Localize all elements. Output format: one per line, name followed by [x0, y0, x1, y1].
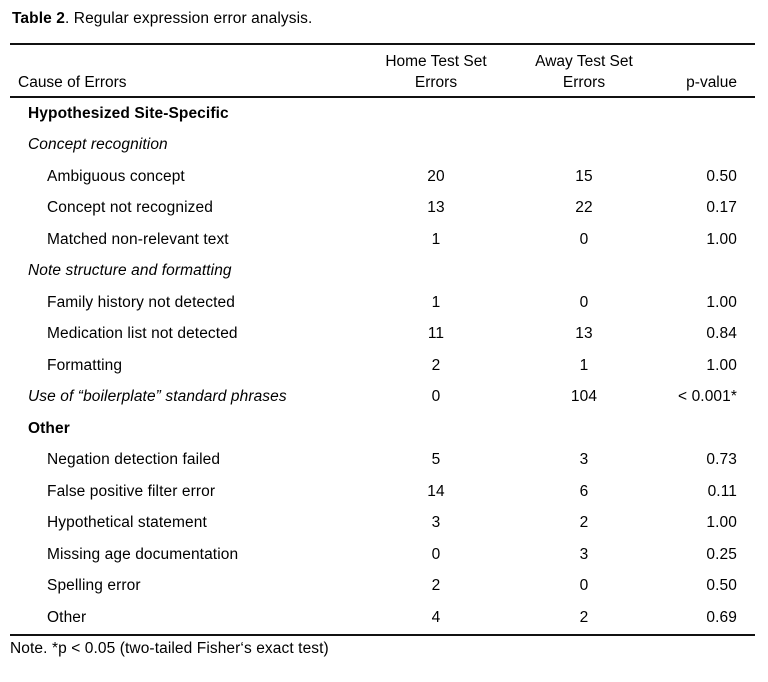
- row-cause-label: Medication list not detected: [47, 325, 238, 343]
- row-p-value: 1.00: [706, 230, 737, 248]
- table-body: [10, 98, 755, 634]
- row-cause-label: Formatting: [47, 356, 123, 374]
- table-row: [10, 287, 755, 319]
- row-p-value: 0.25: [706, 545, 737, 563]
- row-away-errors-value: 3: [579, 451, 589, 469]
- row-cause-label: Other: [47, 608, 87, 626]
- row-home-errors-value: 0: [431, 388, 441, 406]
- row-cause-label: Family history not detected: [47, 293, 235, 311]
- row-p-value: 1.00: [706, 293, 737, 311]
- table-row: [10, 508, 755, 540]
- table-caption: [12, 10, 768, 28]
- row-cause-label: Missing age documentation: [47, 545, 239, 563]
- table-row: [10, 130, 755, 162]
- row-cause-label: Ambiguous concept: [47, 167, 185, 185]
- row-home-errors-value: 4: [431, 608, 441, 626]
- row-cause-label: Hypothetical statement: [47, 514, 207, 532]
- row-cause-label: Note structure and formatting: [28, 262, 232, 280]
- table-row: [10, 161, 755, 193]
- table-row: [10, 319, 755, 351]
- column-header-p-value: p-value: [686, 74, 737, 91]
- row-p-value: 0.50: [706, 577, 737, 595]
- table-row: [10, 539, 755, 571]
- row-home-errors-value: 3: [431, 514, 441, 532]
- row-away-errors-value: 22: [575, 199, 593, 217]
- row-away-errors-value: 3: [579, 545, 589, 563]
- table-row: [10, 193, 755, 225]
- table-row: [10, 382, 755, 414]
- row-p-value: 1.00: [706, 356, 737, 374]
- paper-table-page: [0, 10, 768, 682]
- table-row: [10, 350, 755, 382]
- row-home-errors-value: 1: [431, 293, 441, 311]
- row-cause-label: Matched non-relevant text: [47, 230, 229, 248]
- row-p-value: 0.69: [706, 608, 737, 626]
- row-away-errors-value: 104: [570, 388, 598, 406]
- row-away-errors-value: 1: [579, 356, 589, 374]
- row-away-errors-value: 2: [579, 608, 589, 626]
- row-away-errors-value: 0: [579, 293, 589, 311]
- row-cause-label: Use of “boilerplate” standard phrases: [28, 388, 287, 406]
- column-header-away-test-set-errors: Away Test Set Errors: [535, 53, 633, 91]
- table-row: [10, 476, 755, 508]
- row-cause-label: Spelling error: [47, 577, 141, 595]
- row-p-value: 0.84: [706, 325, 737, 343]
- table-header: [10, 45, 755, 96]
- row-cause-label: Other: [28, 419, 70, 437]
- row-cause-label: Concept recognition: [28, 136, 168, 154]
- row-cause-label: False positive filter error: [47, 482, 216, 500]
- row-away-errors-value: 0: [579, 577, 589, 595]
- row-cause-label: Concept not recognized: [47, 199, 213, 217]
- row-p-value: < 0.001*: [678, 388, 737, 406]
- data-table: [10, 43, 755, 636]
- row-home-errors-value: 0: [431, 545, 441, 563]
- table-row: [10, 413, 755, 445]
- table-footnote: Note. *p < 0.05 (two-tailed Fisher‘s exact test): [10, 639, 329, 657]
- row-home-errors-value: 1: [431, 230, 441, 248]
- row-p-value: 0.73: [706, 451, 737, 469]
- row-p-value: 0.50: [706, 167, 737, 185]
- row-home-errors-value: 13: [427, 199, 445, 217]
- row-p-value: 1.00: [706, 514, 737, 532]
- row-home-errors-value: 11: [427, 325, 445, 343]
- table-row: [10, 224, 755, 256]
- table-row: [10, 571, 755, 603]
- table-bottom-rule: [10, 634, 755, 636]
- row-home-errors-value: 2: [431, 356, 441, 374]
- row-away-errors-value: 0: [579, 230, 589, 248]
- row-home-errors-value: 5: [431, 451, 441, 469]
- table-row: [10, 602, 755, 634]
- row-cause-label: Hypothesized Site-Specific: [28, 104, 229, 122]
- table-row: [10, 256, 755, 288]
- column-header-home-test-set-errors: Home Test Set Errors: [385, 53, 487, 91]
- row-away-errors-value: 2: [579, 514, 589, 532]
- row-p-value: 0.11: [707, 482, 737, 500]
- row-away-errors-value: 6: [579, 482, 589, 500]
- row-home-errors-value: 20: [427, 167, 445, 185]
- row-home-errors-value: 2: [431, 577, 441, 595]
- column-header-cause-of-errors: Cause of Errors: [18, 74, 127, 91]
- table-row: [10, 98, 755, 130]
- row-away-errors-value: 15: [575, 167, 593, 185]
- table-row: [10, 445, 755, 477]
- row-home-errors-value: 14: [427, 482, 445, 500]
- table-caption-text: . Regular expression error analysis.: [64, 10, 313, 27]
- table-caption-number: Table 2: [12, 10, 65, 27]
- row-cause-label: Negation detection failed: [47, 451, 221, 469]
- row-p-value: 0.17: [706, 199, 737, 217]
- row-away-errors-value: 13: [575, 325, 593, 343]
